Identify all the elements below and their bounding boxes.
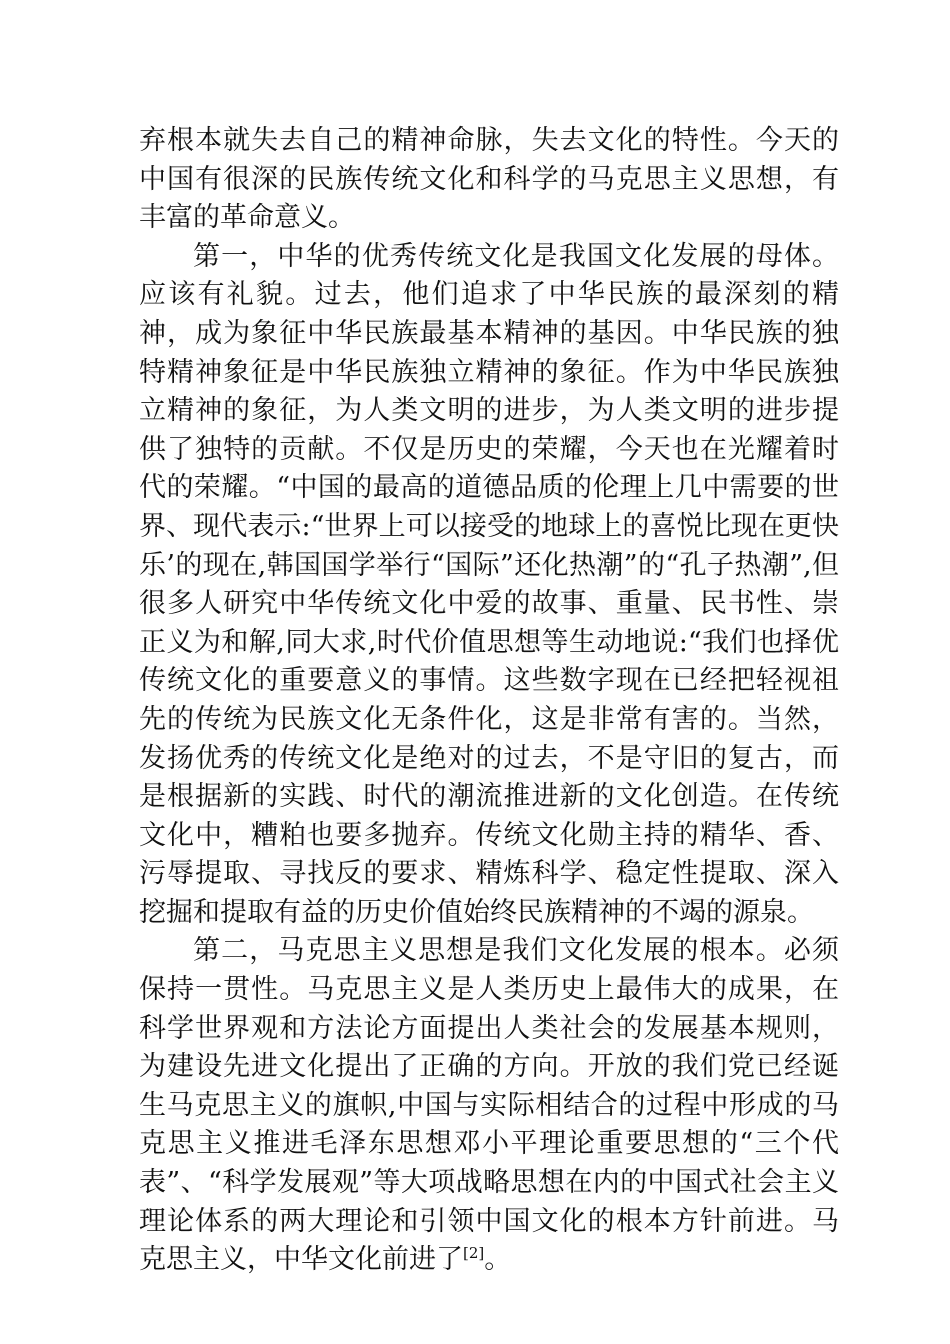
citation-reference: [2]	[463, 1244, 485, 1263]
paragraph-traditional-culture: 第一，中华的优秀传统文化是我国文化发展的母体。应该有礼貌。过去，他们追求了中华民族的最深刻的精神，成为象征中华民族最基本精神的基因。中华民族的独特精神象征是中华民族独立精神的象征。作为中华民族独立精神的象征，为人类文明的进步，为人类文明的进步提供了独特的贡献。不仅是历史的荣耀，今天也在光耀着时代的荣耀。“中国的最高的道德品质的伦理上几中需要的世界、现代表示:“世界上可以接受的地球上的喜悦比现在更快乐’的现在,韩国国学举行“国际”还化热潮”的“孔子热潮”,但很多人研究中华传统文化中爱的故事、重量、民书性、崇正义为和解,同大求,时代价值思想等生动地说:“我们也择优传统文化的重要意义的事情。这些数字现在已经把轻视祖先的传统为民族文化无条件化，这是非常有害的。当然，发扬优秀的传统文化是绝对的过去，不是守旧的复古，而是根据新的实践、时代的潮流推进新的文化创造。在传统文化中，糟粕也要多抛弃。传统文化勋主持的精华、香、污辱提取、寻找反的要求、精炼科学、稳定性提取、深入挖掘和提取有益的历史价值始终民族精神的不竭的源泉。	[139, 240, 839, 928]
document-body	[139, 122, 839, 1280]
paragraph-marxism-end: 。	[484, 1244, 512, 1276]
paragraph-continuation: 弃根本就失去自己的精神命脉，失去文化的特性。今天的中国有很深的民族传统文化和科学的马克思主义思想，有丰富的革命意义。	[139, 125, 839, 234]
paragraph-marxism	[139, 932, 839, 1279]
paragraph-marxism-text: 第二，马克思主义思想是我们文化发展的根本。必须保持一贯性。马克思主义是人类历史上最伟大的成果，在科学世界观和方法论方面提出人类社会的发展基本规则，为建设先进文化提出了正确的方向。开放的我们党已经诞生马克思主义的旗帜,中国与实际相结合的过程中形成的马克思主义推进毛泽东思想邓小平理论重要思想的“三个代表”、“科学发展观”等大项战略思想在内的中国式社会主义理论体系的两大理论和引领中国文化的根本方针前进。马克思主义，中华文化前进了	[139, 935, 839, 1276]
